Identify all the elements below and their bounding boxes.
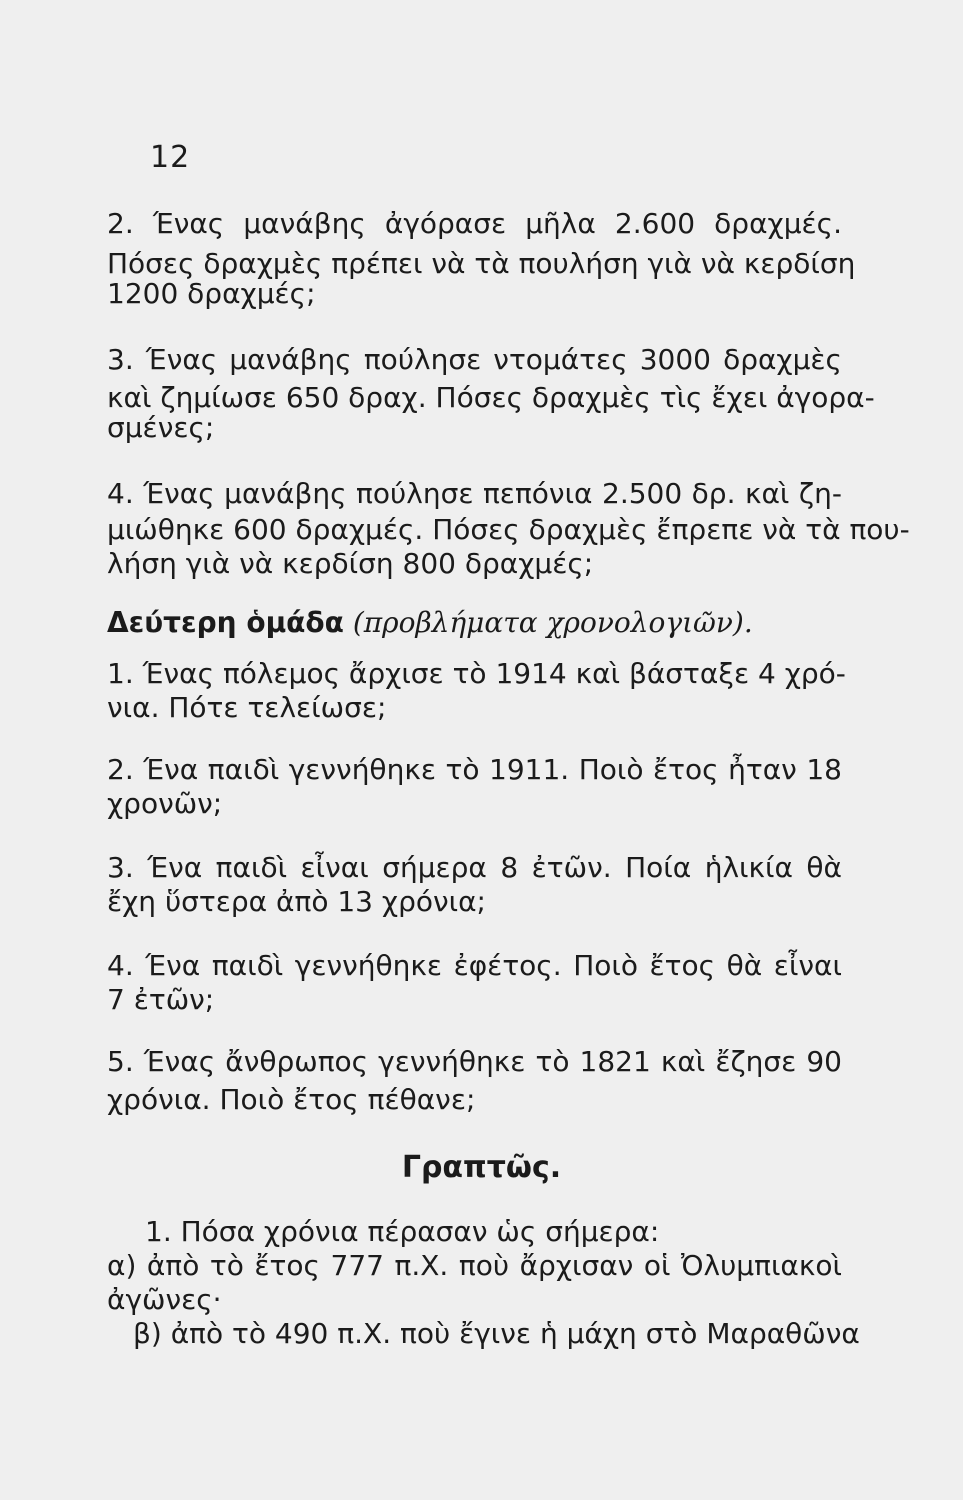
section-title-rest: (προβλήματα χρονολογιῶν).: [352, 606, 753, 639]
problem-4-line-1: 4. Ένας μανάβης πούλησε πεπόνια 2.500 δρ. καὶ ζη-: [107, 477, 842, 510]
written-question-1: 1. Πόσα χρόνια πέρασαν ὡς σήμερα:: [145, 1215, 660, 1248]
problem-3-line-3: σμένες;: [107, 411, 215, 444]
chrono-problem-5-line-1: 5. Ένας ἄνθρωπος γεννήθηκε τὸ 1821 καὶ ἔζησε 90: [107, 1045, 842, 1078]
written-heading: Γραπτῶς.: [401, 1150, 562, 1185]
problem-2-line-2: Πόσες δραχμὲς πρέπει νὰ τὰ πουλήση γιὰ νὰ κερδίση: [107, 247, 856, 280]
chrono-problem-2-line-1: 2. Ένα παιδὶ γεννήθηκε τὸ 1911. Ποιὸ ἔτος ἦταν 18: [107, 753, 842, 786]
problem-4-line-3: λήση γιὰ νὰ κερδίση 800 δραχμές;: [107, 547, 594, 580]
chrono-problem-1-line-2: νια. Πότε τελείωσε;: [107, 691, 387, 724]
chrono-problem-3-line-1: 3. Ένα παιδὶ εἶναι σήμερα 8 ἐτῶν. Ποία ἡλικία θὰ: [107, 851, 842, 884]
written-item-b-line-1: β) ἀπὸ τὸ 490 π.Χ. ποὺ ἔγινε ἡ μάχη στὸ Μαραθῶνα: [133, 1317, 860, 1350]
chrono-problem-4-line-1: 4. Ένα παιδὶ γεννήθηκε ἐφέτος. Ποιὸ ἔτος θὰ εἶναι: [107, 949, 842, 982]
chrono-problem-3-line-2: ἔχη ὕστερα ἀπὸ 13 χρόνια;: [107, 885, 486, 918]
chrono-problem-1-line-1: 1. Ένας πόλεμος ἄρχισε τὸ 1914 καὶ βάσταξε 4 χρό-: [107, 657, 846, 690]
chrono-problem-5-line-2: χρόνια. Ποιὸ ἔτος πέθανε;: [107, 1083, 476, 1116]
problem-3-line-2: καὶ ζημίωσε 650 δραχ. Πόσες δραχμὲς τὶς ἔχει ἀγορα-: [107, 381, 875, 414]
written-item-a-line-1: α) ἀπὸ τὸ ἔτος 777 π.Χ. ποὺ ἄρχισαν οἱ Ὀλυμπιακοὶ: [107, 1249, 842, 1282]
written-item-a-line-2: ἀγῶνες·: [107, 1283, 222, 1316]
problem-4-line-2: μιώθηκε 600 δραχμές. Πόσες δραχμὲς ἔπρεπε νὰ τὰ που-: [107, 513, 910, 546]
section-title-bold: Δεύτερη ὁμάδα: [107, 606, 344, 639]
section-title: [107, 606, 753, 639]
chrono-problem-4-line-2: 7 ἐτῶν;: [107, 983, 215, 1016]
problem-2-line-3: 1200 δραχμές;: [107, 277, 316, 310]
page-number: 12: [150, 140, 191, 175]
problem-3-line-1: 3. Ένας μανάβης πούλησε ντομάτες 3000 δραχμὲς: [107, 343, 842, 376]
chrono-problem-2-line-2: χρονῶν;: [107, 787, 223, 820]
problem-2-line-1: 2. Ένας μανάβης ἀγόρασε μῆλα 2.600 δραχμές.: [107, 207, 842, 240]
